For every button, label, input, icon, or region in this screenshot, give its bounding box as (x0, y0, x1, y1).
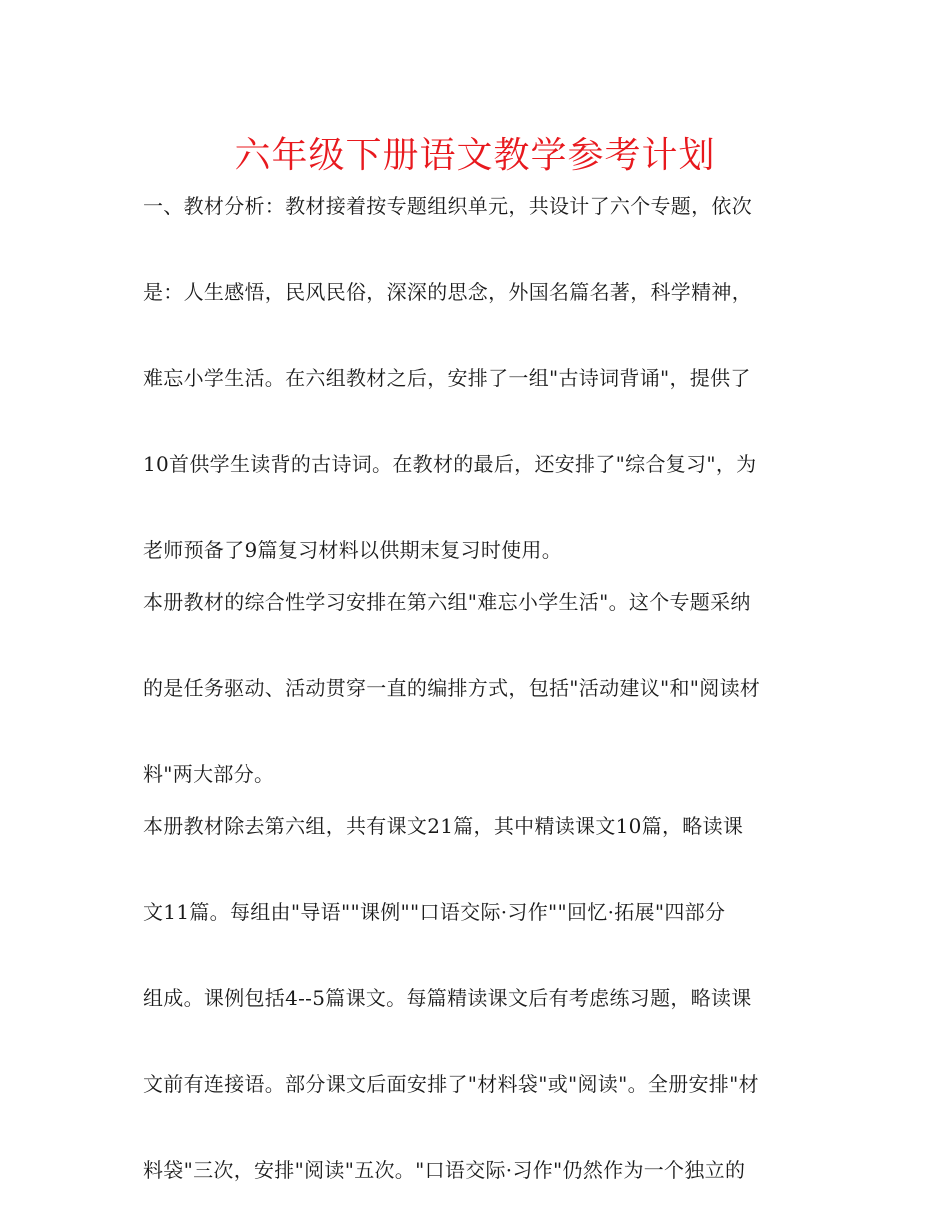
text-line: 本册教材除去第六组，共有课文21篇，其中精读课文10篇，略读课 (143, 814, 744, 838)
paragraph-text-structure (143, 806, 813, 1190)
text-line: 一、教材分析：教材接着按专题组织单元，共设计了六个专题，依次 (143, 194, 752, 218)
text-line: 是：人生感悟，民风民俗，深深的思念，外国名篇名著，科学精神， (143, 280, 752, 304)
document-title: 六年级下册语文教学参考计划 (234, 135, 716, 176)
paragraph-textbook-analysis (143, 186, 813, 570)
document-body (143, 186, 813, 1190)
text-line: 难忘小学生活。在六组教材之后，安排了一组"古诗词背诵"，提供了 (143, 366, 751, 390)
paragraph-comprehensive-learning (143, 582, 813, 794)
text-line: 老师预备了9篇复习材料以供期末复习时使用。 (143, 538, 563, 562)
text-line: 本册教材的综合性学习安排在第六组"难忘小学生活"。这个专题采纳 (143, 590, 751, 614)
text-line: 的是任务驱动、活动贯穿一直的编排方式，包括"活动建议"和"阅读材 (143, 676, 761, 700)
text-line: 文11篇。每组由"导语""课例""口语交际·习作""回忆·拓展"四部分 (143, 900, 726, 924)
text-line: 文前有连接语。部分课文后面安排了"材料袋"或"阅读"。全册安排"材 (143, 1072, 759, 1096)
text-line: 组成。课例包括4--5篇课文。每篇精读课文后有考虑练习题，略读课 (143, 986, 752, 1010)
text-line: 料袋"三次，安排"阅读"五次。"口语交际·习作"仍然作为一个独立的 (143, 1158, 746, 1182)
text-line: 料"两大部分。 (143, 762, 275, 786)
text-line: 10首供学生读背的古诗词。在教材的最后，还安排了"综合复习"，为 (143, 452, 757, 476)
